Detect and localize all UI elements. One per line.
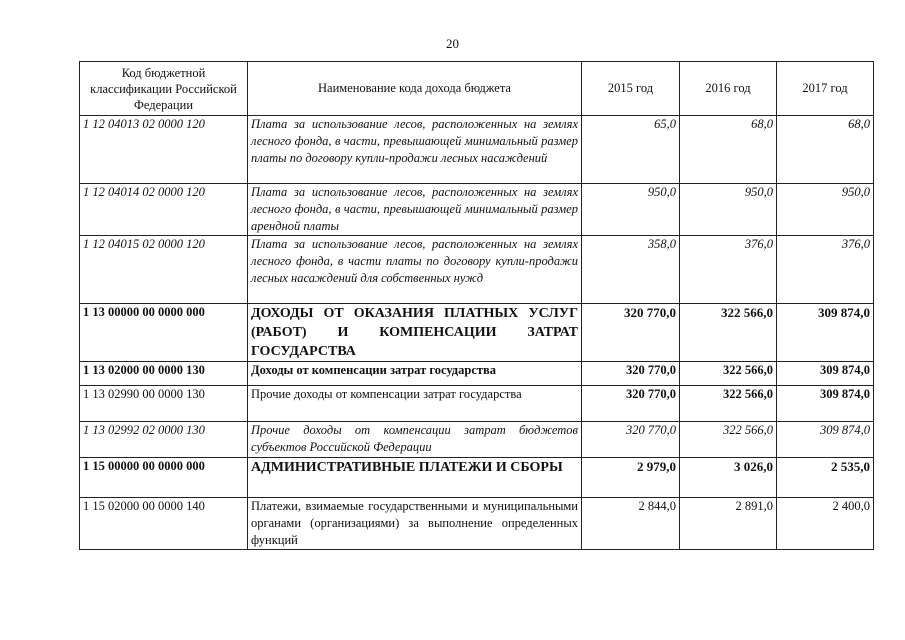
table-row: [80, 386, 874, 422]
table-row: [80, 422, 874, 458]
table-header-row: [80, 62, 874, 116]
row-value-2015: 2 979,0: [582, 458, 680, 498]
row-name: Доходы от компенсации затрат государства: [248, 362, 582, 386]
table-row: [80, 498, 874, 550]
row-value-2017: 376,0: [777, 236, 874, 304]
row-value-2015: 358,0: [582, 236, 680, 304]
row-name: Прочие доходы от компенсации затрат бюджетов субъектов Российской Федерации: [248, 422, 582, 458]
table-row: [80, 116, 874, 184]
header-name: Наименование кода дохода бюджета: [248, 62, 582, 116]
row-code: 1 12 04015 02 0000 120: [80, 236, 248, 304]
row-value-2015: 320 770,0: [582, 422, 680, 458]
row-value-2017: 309 874,0: [777, 362, 874, 386]
row-value-2016: 2 891,0: [680, 498, 777, 550]
page-number: 20: [446, 36, 459, 51]
row-value-2016: 376,0: [680, 236, 777, 304]
row-value-2015: 65,0: [582, 116, 680, 184]
row-value-2015: 320 770,0: [582, 362, 680, 386]
row-value-2016: 322 566,0: [680, 422, 777, 458]
header-2016: 2016 год: [680, 62, 777, 116]
row-name: ДОХОДЫ ОТ ОКАЗАНИЯ ПЛАТНЫХ УСЛУГ (РАБОТ) И КОМПЕНСАЦИИ ЗАТРАТ ГОСУДАРСТВА: [248, 304, 582, 362]
row-code: 1 13 00000 00 0000 000: [80, 304, 248, 362]
row-value-2015: 320 770,0: [582, 304, 680, 362]
table-row: [80, 236, 874, 304]
row-value-2015: 950,0: [582, 184, 680, 236]
row-name: Прочие доходы от компенсации затрат государства: [248, 386, 582, 422]
row-value-2017: 68,0: [777, 116, 874, 184]
row-value-2017: 309 874,0: [777, 386, 874, 422]
row-code: 1 12 04014 02 0000 120: [80, 184, 248, 236]
row-value-2016: 322 566,0: [680, 362, 777, 386]
table-row: [80, 362, 874, 386]
row-value-2017: 309 874,0: [777, 304, 874, 362]
row-value-2017: 2 535,0: [777, 458, 874, 498]
row-value-2016: 322 566,0: [680, 304, 777, 362]
row-value-2017: 2 400,0: [777, 498, 874, 550]
row-value-2017: 950,0: [777, 184, 874, 236]
row-value-2016: 3 026,0: [680, 458, 777, 498]
row-code: 1 13 02990 00 0000 130: [80, 386, 248, 422]
row-value-2015: 320 770,0: [582, 386, 680, 422]
row-name: АДМИНИСТРАТИВНЫЕ ПЛАТЕЖИ И СБОРЫ: [248, 458, 582, 498]
table-row: [80, 184, 874, 236]
header-2015: 2015 год: [582, 62, 680, 116]
row-name: Плата за использование лесов, расположенных на землях лесного фонда, в части платы по договору купли-продажи лесных насаждений для собственных нужд: [248, 236, 582, 304]
row-name: Платежи, взимаемые государственными и муниципальными органами (организациями) за выполнение определенных функций: [248, 498, 582, 550]
row-value-2017: 309 874,0: [777, 422, 874, 458]
row-code: 1 13 02992 02 0000 130: [80, 422, 248, 458]
row-code: 1 12 04013 02 0000 120: [80, 116, 248, 184]
table-row: [80, 304, 874, 362]
row-value-2015: 2 844,0: [582, 498, 680, 550]
table-row: [80, 458, 874, 498]
budget-revenue-table: [79, 61, 874, 550]
row-name: Плата за использование лесов, расположенных на землях лесного фонда, в части, превышающей минимальный размер платы по договору купли-продажи лесных насаждений: [248, 116, 582, 184]
row-code: 1 15 02000 00 0000 140: [80, 498, 248, 550]
row-name: Плата за использование лесов, расположенных на землях лесного фонда, в части, превышающей минимальный размер арендной платы: [248, 184, 582, 236]
header-code: Код бюджетной классификации Российской Федерации: [80, 62, 248, 116]
row-value-2016: 950,0: [680, 184, 777, 236]
row-value-2016: 68,0: [680, 116, 777, 184]
header-2017: 2017 год: [777, 62, 874, 116]
row-code: 1 13 02000 00 0000 130: [80, 362, 248, 386]
row-value-2016: 322 566,0: [680, 386, 777, 422]
row-code: 1 15 00000 00 0000 000: [80, 458, 248, 498]
